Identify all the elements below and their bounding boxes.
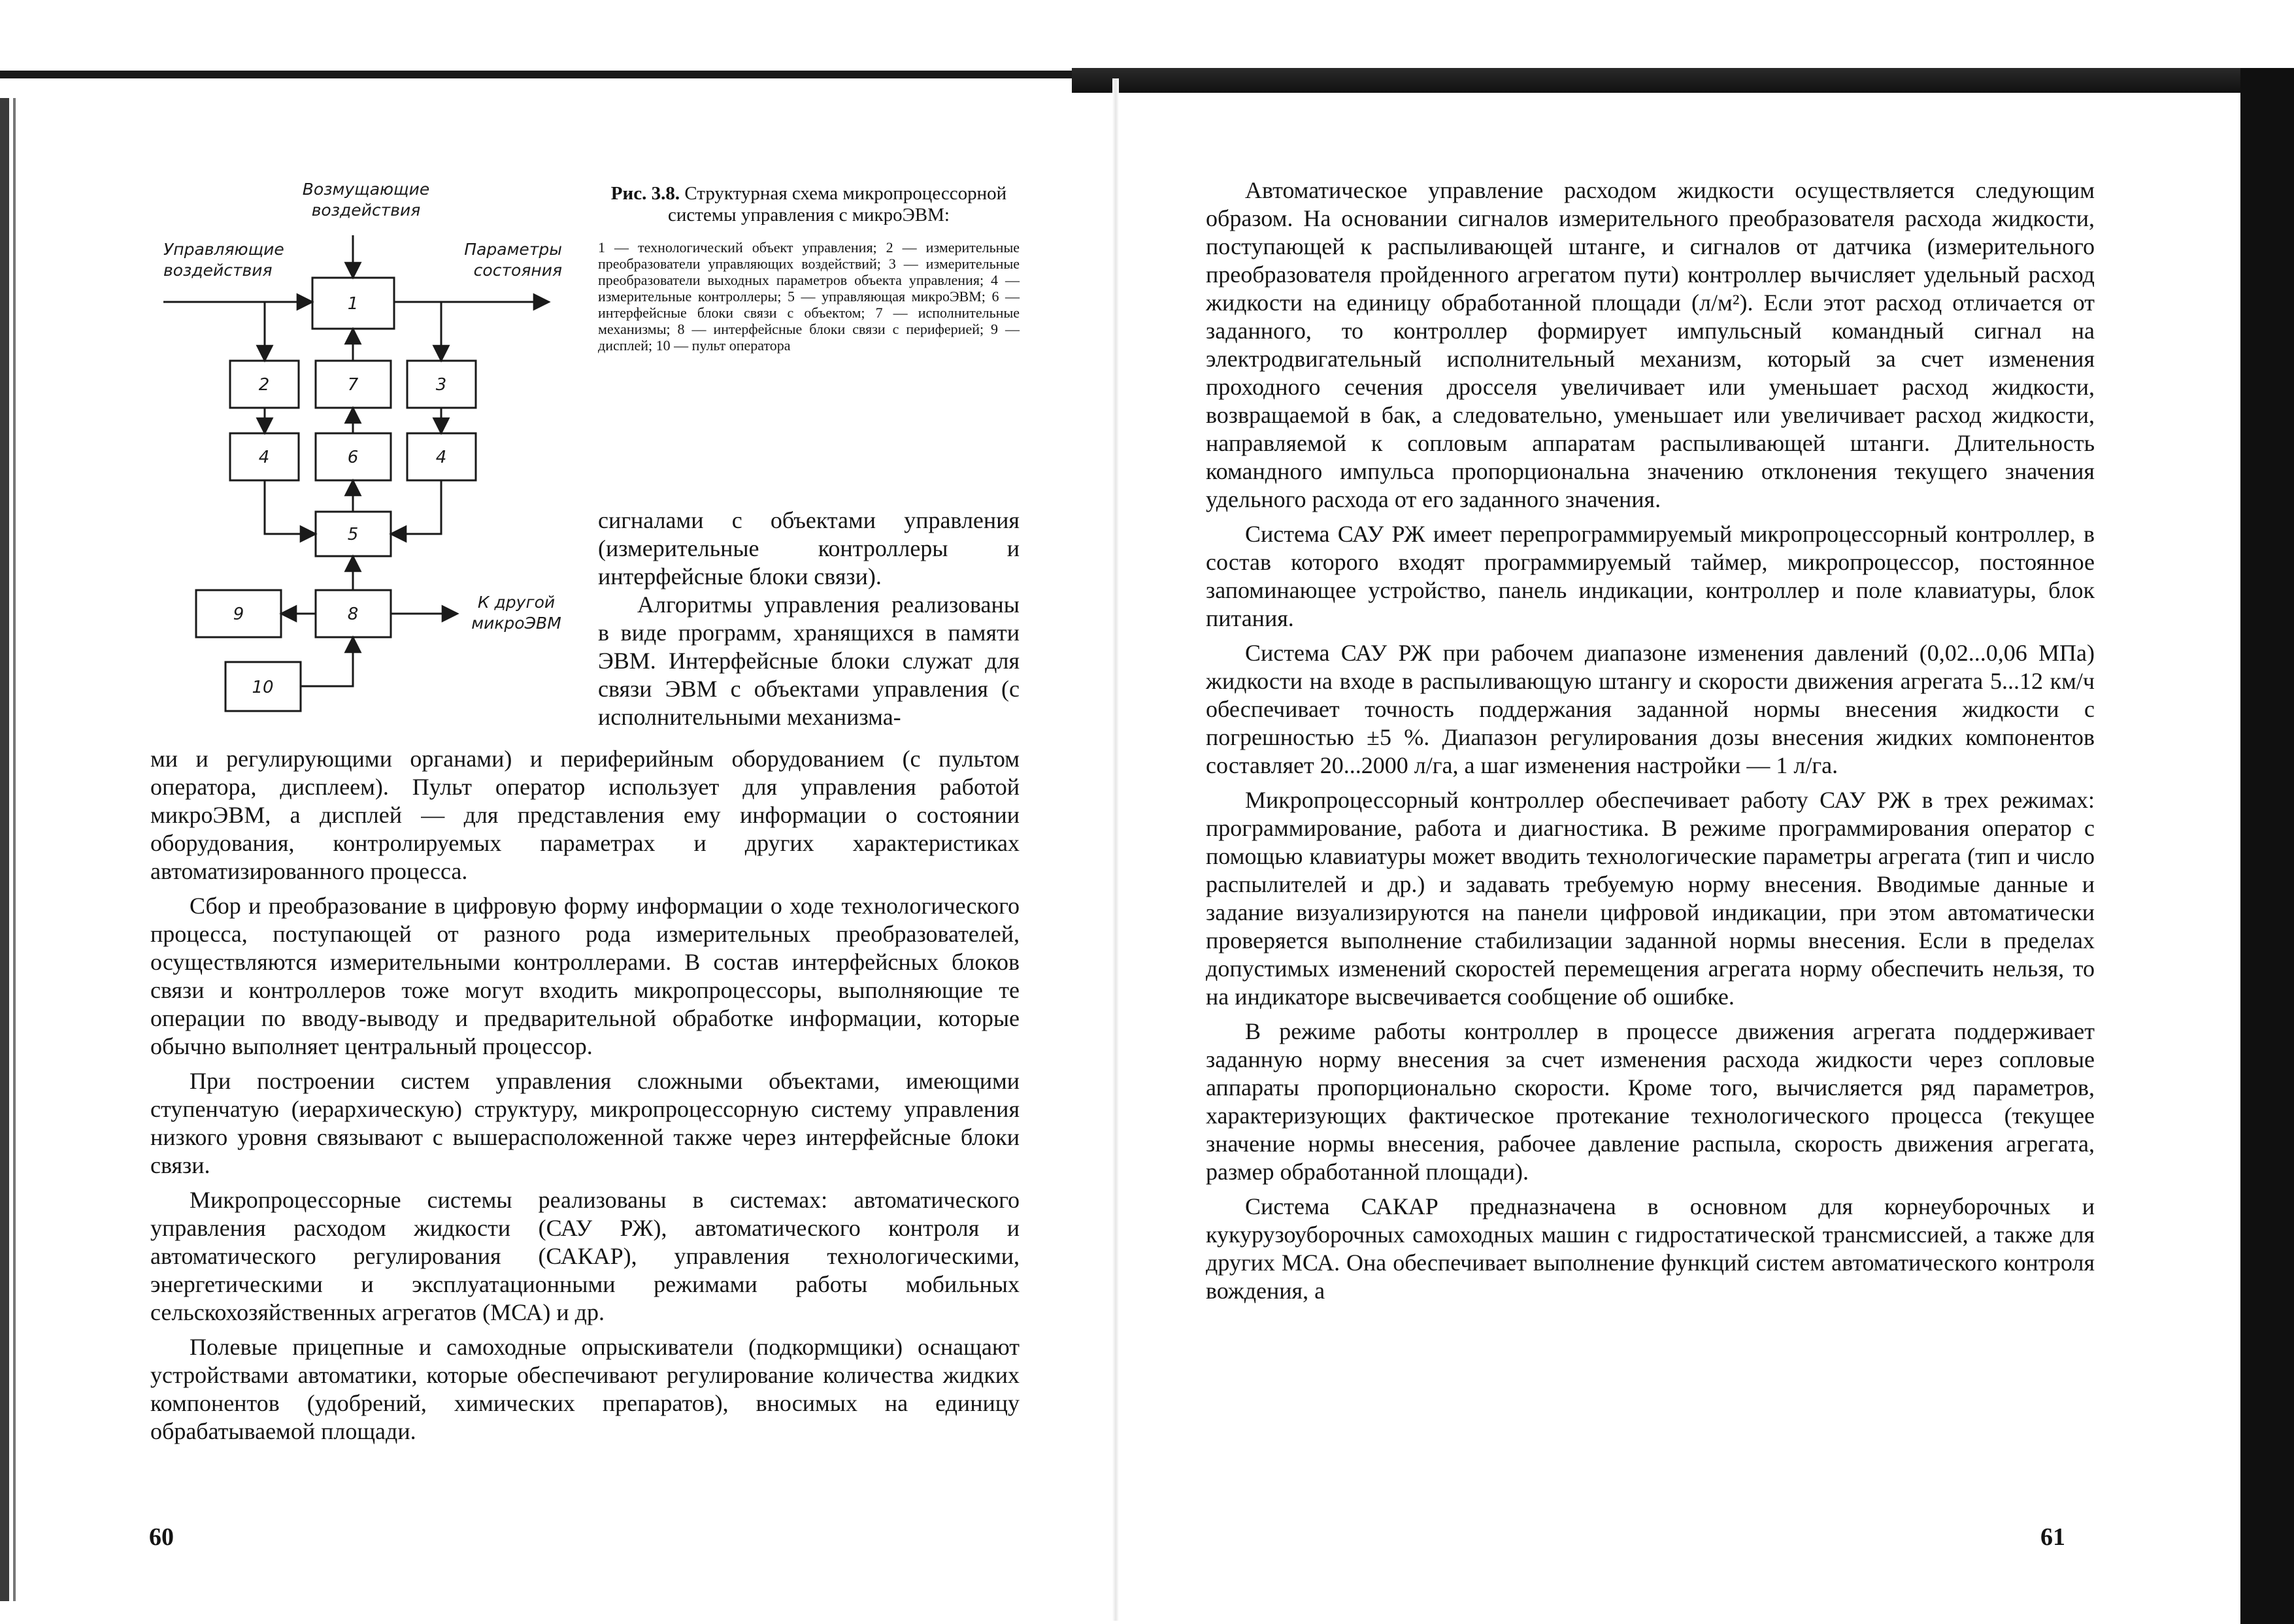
scan-edge-right [2240, 68, 2294, 1624]
figure-3-8 [150, 176, 1020, 745]
label-control-1: Управляющие [163, 240, 284, 259]
caption-title-text: Структурная схема микропроцессорной системы управления с микроЭВМ: [668, 183, 1007, 225]
caption-legend: 1 — технологический объект управления; 2 — измерительные преобразователи управляющих воздействий; 3 — измерительные преобразователи выходных параметров объекта управления; 4 — измерительные контроллеры; 5 — управляющая микроЭВМ; 6 — интерфейсные блоки связи с объектом; 7 — исполнительные механизмы; 8 — интерфейсные блоки связи с периферией; 9 — дисплей; 10 — пульт оператора [598, 239, 1020, 354]
paragraph: сигналами с объектами управления (измерительные контроллеры и интерфейсные блоки связи). [598, 507, 1020, 589]
block-diagram-svg [150, 176, 582, 745]
box-4b-label: 4 [435, 448, 447, 467]
scan-edge-left [0, 98, 9, 1601]
box-8-label: 8 [347, 605, 359, 624]
box-9-label: 9 [233, 605, 244, 624]
label-other-1: К другой [477, 593, 556, 612]
label-other-2: микроЭВМ [471, 614, 561, 633]
left-page-body [150, 745, 1020, 1446]
box-4a-label: 4 [258, 448, 270, 467]
box-7-label: 7 [347, 375, 359, 395]
figure-caption [598, 183, 1020, 354]
paragraph: При построении систем управления сложными объектами, имеющими ступенчатую (иерархическую) структуру, микропроцессорную систему управления низкого уровня связывают с вышерасположенной также через интерфейсные блоки связи. [150, 1068, 1020, 1178]
label-control-2: воздействия [163, 261, 273, 280]
box-5-label: 5 [347, 525, 359, 544]
paragraph: Сбор и преобразование в цифровую форму информации о ходе технологического процесса, поступающей от разного рода измерительных преобразователей, осуществляются измерительными контроллерами. В состав интерфейсных блоков связи и контроллеров тоже могут входить микропроцессоры, выполняющие те операции по вводу-выводу и предварительной обработке информации, которые обычно выполняет центральный процессор. [150, 893, 1020, 1059]
book-gutter [1112, 78, 1119, 1621]
paragraph: Микропроцессорные системы реализованы в системах: автоматического управления расходом жидкости (САУ РЖ), автоматического контроля и автоматического регулирования (САКАР), управления технологическими, энергетическими и эксплуатационными режимами работы мобильных сельскохозяйственных агрегатов (МСА) и др. [150, 1187, 1020, 1325]
scan-edge-top-left [0, 71, 1072, 78]
box-10-label: 10 [252, 678, 274, 697]
paragraph: Система САУ РЖ при рабочем диапазоне изменения давлений (0,02...0,06 МПа) жидкости на входе в распыливающую штангу и скорости движения агрегата 5...12 км/ч обеспечивает точность поддержания заданной нормы внесения жидкости с погрешностью ±5 %. Диапазон регулирования дозы внесения жидких компонентов составляет 20...2000 л/га, а шаг изменения настройки — 1 л/га. [1206, 640, 2095, 778]
block-diagram [150, 176, 582, 745]
paragraph: ми и регулирующими органами) и периферийным оборудованием (с пультом оператора, дисплеем). Пульт оператор использует для управления работой микроЭВМ, а дисплей — для представления ему информации о состоянии оборудования, контролируемых параметрах и других характеристиках автоматизированного процесса. [150, 746, 1020, 884]
label-disturbing-1: Возмущающие [302, 180, 430, 199]
paragraph: Система САКАР предназначена в основном для корнеуборочных и кукурузоуборочных самоходных машин с гидростатической трансмиссией, а также для других МСА. Она обеспечивает выполнение функций систем автоматического контроля вождения, а [1206, 1193, 2095, 1304]
box-6-label: 6 [347, 448, 359, 467]
page-number-left: 60 [149, 1523, 174, 1551]
caption-title [598, 183, 1020, 226]
paragraph: Автоматическое управление расходом жидкости осуществляется следующим образом. На основании сигналов измерительного преобразователя расхода жидкости, поступающей к распыливающей штанге, и сигналов от датчика (измерительного преобразователя пройденного агрегатом пути) контроллер вычисляет удельный расход жидкости на единицу обработанной площади (л/м²). Если этот расход отличается от заданного, то контроллер формирует импульсный командный сигнал на электродвигательный исполнительный механизм, который за счет изменения проходного сечения дросселя увеличивает или уменьшает расход жидкости, возвращаемой в бак, а следовательно, уменьшает или увеличивает расход жидкости, направляемой к сопловым аппаратам распыливающей штанги. Длительность командного импульса пропорциональна значению отклонения текущего значения удельного расхода от его заданного значения. [1206, 177, 2095, 512]
label-params-2: состояния [473, 261, 562, 280]
box-1-label: 1 [347, 294, 359, 314]
wrapped-text-column [598, 506, 1020, 731]
paragraph: Микропроцессорный контроллер обеспечивает работу САУ РЖ в трех режимах: программирование, работа и диагностика. В режиме программирования оператор с помощью клавиатуры может вводить технологические параметры агрегата (тип и число распылителей и др.) и задавать требуемую норму внесения. Вводимые данные и задание визуализируются на панели цифровой индикации, при этом автоматически проверяется выполнение стабилизации заданной нормы внесения. Если в пределах допустимых изменений скоростей перемещения агрегата норму обеспечить нельзя, то на индикаторе высвечивается сообщение об ошибке. [1206, 787, 2095, 1010]
box-2-label: 2 [258, 375, 270, 395]
scan-edge-top-right [1072, 68, 2274, 93]
label-params-1: Параметры [464, 240, 562, 259]
paragraph: В режиме работы контроллер в процессе движения агрегата поддерживает заданную норму внесения за счет изменения расхода жидкости через сопловые аппараты пропорционально скорости. Кроме того, вычисляется ряд параметров, характеризующих фактическое протекание технологического процесса (текущее значение нормы внесения, рабочее давление распыла, скорость движения агрегата, размер обработанной площади). [1206, 1018, 2095, 1185]
box-3-label: 3 [435, 375, 447, 395]
left-page [150, 176, 1020, 1452]
paragraph: Система САУ РЖ имеет перепрограммируемый микропроцессорный контроллер, в состав которого входят программируемый таймер, микропроцессор, постоянное запоминающее устройство, панель индикации, контроллер и поле клавиатуры, блок питания. [1206, 521, 2095, 631]
page-number-right: 61 [2040, 1523, 2065, 1551]
label-disturbing-2: воздействия [311, 201, 421, 220]
right-page [1206, 176, 2095, 1312]
paragraph: Алгоритмы управления реализованы в виде программ, хранящихся в памяти ЭВМ. Интерфейсные блоки служат для связи ЭВМ с объектами управления (с исполнительными механизма- [598, 591, 1020, 730]
scan-edge-left-line [13, 98, 16, 1601]
paragraph: Полевые прицепные и самоходные опрыскиватели (подкормщики) оснащают устройствами автоматики, которые обеспечивают регулирование количества жидких компонентов (удобрений, химических препаратов), вносимых на единицу обрабатываемой площади. [150, 1334, 1020, 1444]
caption-number: Рис. 3.8. [610, 183, 680, 204]
